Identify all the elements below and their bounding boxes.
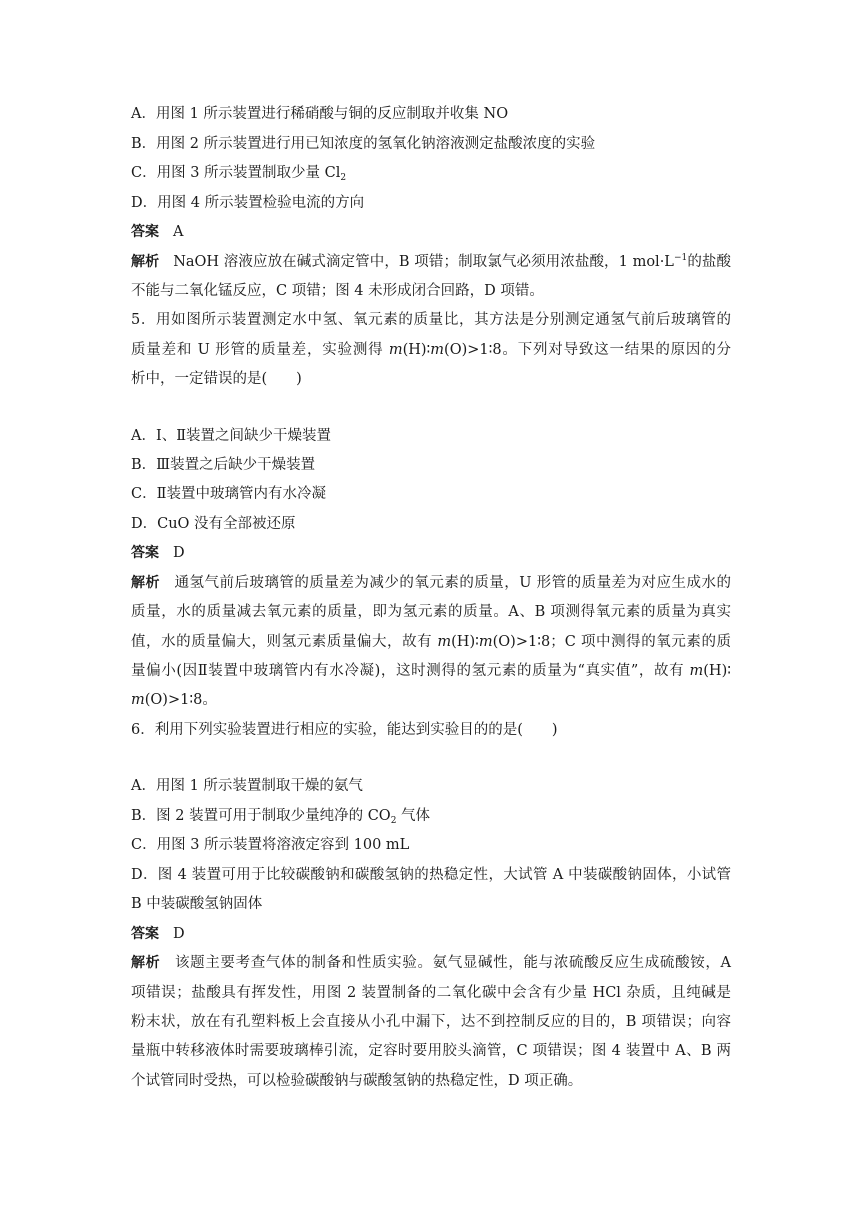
answer-value: D [173, 926, 185, 942]
q6-stem: 6．利用下列实验装置进行相应的实验，能达到实验目的的是( ) [131, 722, 558, 738]
q6-option-a: A．用图 1 所示装置制取干燥的氨气 [131, 778, 363, 794]
analysis-label: 解析 [131, 575, 160, 591]
q5-analysis-line-1: 解析 通氢气前后玻璃管的质量差为减少的氧元素的质量，U 形管的质量差为对应生成水的 [131, 575, 731, 591]
q5-analysis-line-2: 质量，水的质量减去氧元素的质量，即为氢元素的质量。A、B 项测得氧元素的质量为真实 [131, 604, 731, 620]
q6-answer [131, 924, 731, 944]
q6-option-c: C．用图 3 所示装置将溶液定容到 100 mL [131, 837, 410, 853]
q5-analysis-line-4: 量偏小(因Ⅱ装置中玻璃管内有水冷凝)，这时测得的氢元素的质量为“真实值”，故有 m(H)∶ [131, 663, 731, 679]
q5-analysis-line-3: 值，水的质量偏大，则氢元素质量偏大，故有 m(H)∶m(O)>1∶8；C 项中测得的氧元素的质 [131, 634, 732, 650]
q6-option-b: B．图 2 装置可用于制取少量纯净的 $CO_2$ 气体 [131, 808, 431, 826]
q4-option-b: B．用图 2 所示装置进行用已知浓度的氢氧化钠溶液测定盐酸浓度的实验 [131, 136, 596, 152]
q5-answer [131, 543, 731, 563]
q6-option-d-line-2: B 中装碳酸氢钠固体 [131, 896, 263, 912]
q6-analysis-line-2: 项错误；盐酸具有挥发性，用图 2 装置制备的二氧化碳中会含有少量 HCl 杂质，且纯碱是 [131, 985, 731, 1001]
answer-value: D [173, 545, 185, 561]
q6-analysis-line-3: 粉末状，放在有孔塑料板上会直接从小孔中漏下，达不到控制反应的目的，B 项错误；向容 [131, 1014, 731, 1030]
q5-option-a: A．Ⅰ、Ⅱ装置之间缺少干燥装置 [131, 428, 332, 444]
q4-analysis-line-1: 解析 NaOH 溶液应放在碱式滴定管中，B 项错；制取氯气必须用浓盐酸，1 $mol\cdot L^{-1}$的盐酸 [131, 253, 732, 270]
q5-option-b: B．Ⅲ装置之后缺少干燥装置 [131, 457, 316, 473]
q4-option-a: A．用图 1 所示装置进行稀硝酸与铜的反应制取并收集 NO [131, 106, 509, 122]
q5-option-d: D．CuO 没有全部被还原 [131, 516, 296, 532]
q5-analysis-line-5: m(O)>1∶8。 [131, 692, 217, 708]
q5-stem-line-2: 质量差和 U 形管的质量差，实验测得 m(H)∶m(O)>1∶8。下列对导致这一结果的原因的分 [131, 342, 732, 358]
answer-label: 答案 [131, 926, 159, 942]
q4-option-c: C．用图 3 所示装置制取少量 $Cl_2$ [131, 165, 347, 183]
q4-analysis-line-2: 不能与二氧化锰反应，C 项错；图 4 未形成闭合回路，D 项错。 [131, 283, 544, 299]
q4-answer [131, 222, 731, 242]
analysis-label: 解析 [131, 955, 161, 971]
q5-option-c: C．Ⅱ装置中玻璃管内有水冷凝 [131, 486, 326, 502]
q5-stem-line-3: 析中，一定错误的是( ) [131, 371, 302, 387]
q6-analysis-line-1: 解析 该题主要考查气体的制备和性质实验。氨气显碱性，能与浓硫酸反应生成硫酸铵，A [131, 955, 732, 971]
q6-option-d-line-1: D．图 4 装置可用于比较碳酸钠和碳酸氢钠的热稳定性，大试管 A 中装碳酸钠固体，小试管 [131, 867, 731, 883]
analysis-label: 解析 [131, 254, 160, 270]
answer-label: 答案 [131, 545, 159, 561]
q5-stem-line-1: 5．用如图所示装置测定水中氢、氧元素的质量比，其方法是分别测定通氢气前后玻璃管的 [131, 312, 731, 328]
q6-analysis-line-5: 个试管同时受热，可以检验碳酸钠与碳酸氢钠的热稳定性，D 项正确。 [131, 1073, 583, 1089]
q4-option-d: D．用图 4 所示装置检验电流的方向 [131, 195, 365, 211]
answer-value: A [173, 224, 184, 240]
answer-label: 答案 [131, 224, 159, 240]
q6-analysis-line-4: 量瓶中转移液体时需要玻璃棒引流，定容时要用胶头滴管，C 项错误；图 4 装置中 A、B 两 [131, 1043, 731, 1059]
